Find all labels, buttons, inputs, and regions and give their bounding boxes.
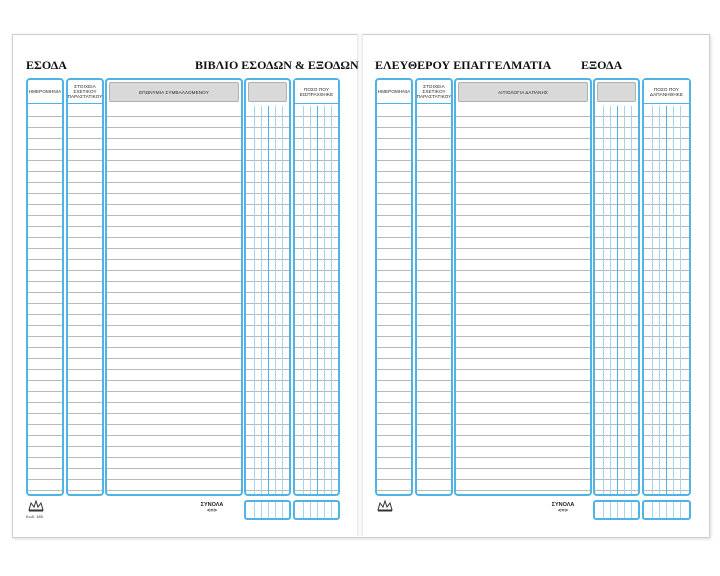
- description-column: [454, 78, 592, 496]
- carry-forward-label: [543, 502, 583, 514]
- right-total-box-2: [642, 500, 691, 520]
- date-header: ΗΜΕΡΟΜΗΝΙΑ: [377, 80, 411, 104]
- carry-forward-label: [192, 502, 232, 514]
- description-column: [105, 78, 243, 496]
- expenses-title: ΕΞΟΔΑ: [581, 58, 623, 72]
- publisher-logo-icon: [28, 500, 44, 512]
- right-total-box-1: [593, 500, 640, 520]
- document-column: [415, 78, 453, 496]
- carry-arrow-text: <=>: [558, 508, 568, 514]
- blank-header: [597, 82, 636, 102]
- spent-amount-header: ΠΟΣΟ ΠΟΥ ΔΑΠΑΝΗΘΗΚΕ: [644, 80, 689, 104]
- document-header: ΣΤΟΙΧΕΙΑ ΣΧΕΤΙΚΟΥ ΠΑΡΑΣΤΑΤΙΚΟΥ: [68, 80, 102, 104]
- expense-reason-header: ΑΙΤΙΟΛΟΓΙΑ ΔΑΠΑΝΗΣ: [458, 82, 588, 102]
- left-page: [12, 34, 357, 536]
- date-header: ΗΜΕΡΟΜΗΝΙΑ: [28, 80, 62, 104]
- carry-arrow-text: <=>: [207, 508, 217, 514]
- left-total-box-2: [293, 500, 340, 520]
- date-column: [375, 78, 413, 496]
- received-amount-column: [293, 78, 340, 496]
- blank-amount-column: [593, 78, 640, 496]
- blank-amount-column: [244, 78, 291, 496]
- document-column: [66, 78, 104, 496]
- spent-amount-column: [642, 78, 691, 496]
- publisher-logo-icon: [377, 500, 393, 512]
- right-page: [363, 34, 708, 536]
- book-title: ΒΙΒΛΙΟ ΕΣΟΔΩΝ & ΕΞΟΔΩΝ: [195, 58, 359, 72]
- left-title: ΕΣΟΔΑ: [26, 58, 67, 72]
- carry-label-text: ΣΥΝΟΛΑ: [200, 502, 224, 508]
- left-total-box-1: [244, 500, 291, 520]
- date-column: [26, 78, 64, 496]
- right-title: ΕΛΕΥΘΕΡΟΥ ΕΠΑΓΓΕΛΜΑΤΙΑ: [375, 58, 552, 72]
- document-header: ΣΤΟΙΧΕΙΑ ΣΧΕΤΙΚΟΥ ΠΑΡΑΣΤΑΤΙΚΟΥ: [417, 80, 451, 104]
- blank-header: [248, 82, 287, 102]
- received-amount-header: ΠΟΣΟ ΠΟΥ ΕΙΣΠΡΑΧΘΗΚΕ: [295, 80, 338, 104]
- carry-label-text: ΣΥΝΟΛΑ: [551, 502, 575, 508]
- description-header: ΕΠΩΝΥΜΙΑ ΣΥΜΒΑΛΛΟΜΕΝΟΥ: [109, 82, 239, 102]
- form-code: Κωδ. 185: [26, 514, 43, 519]
